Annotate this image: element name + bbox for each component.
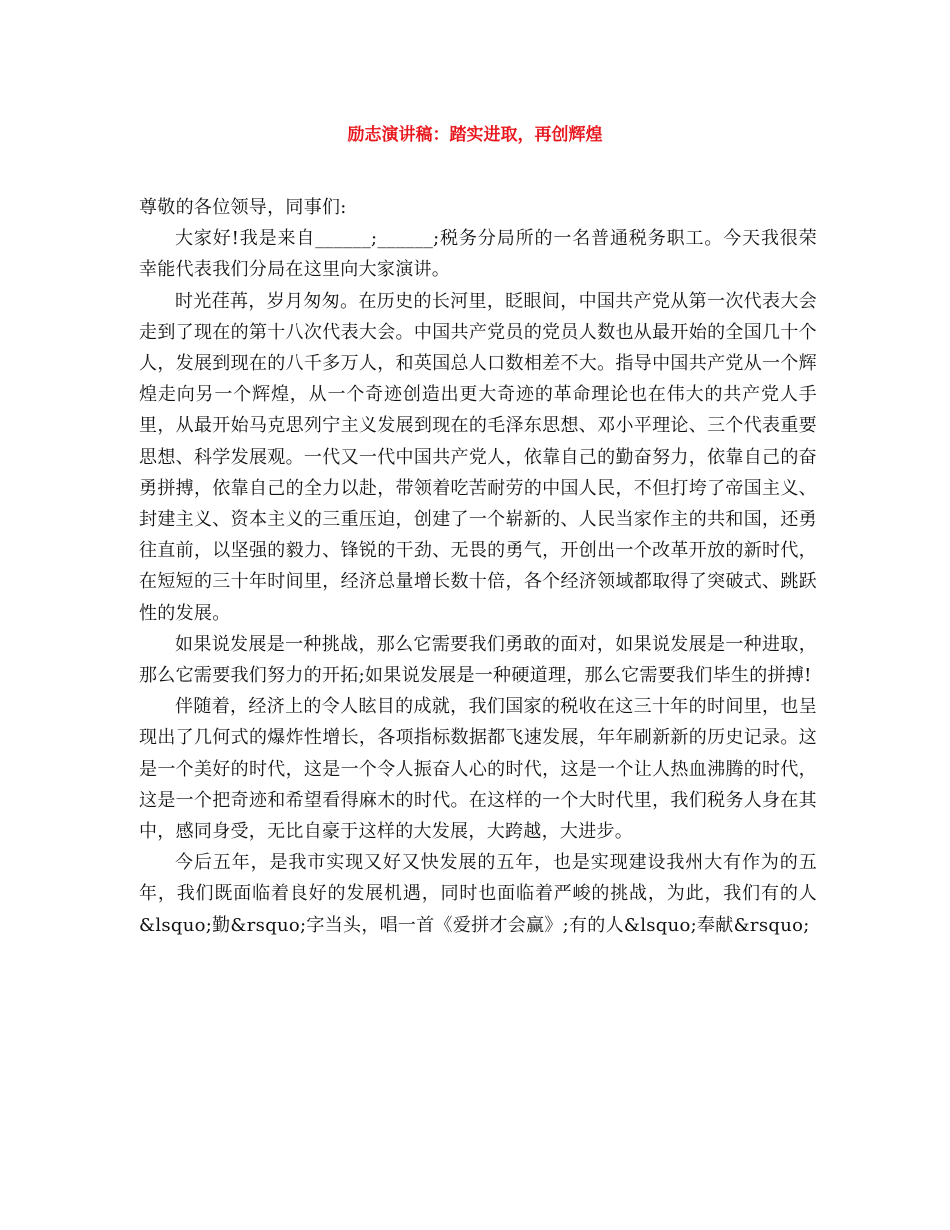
salutation: 尊敬的各位领导，同事们: — [139, 197, 347, 218]
document-body — [139, 192, 817, 941]
paragraph-greeting: 大家好!我是来自______;______;税务分局所的一名普通税务职工。今天我很荣幸能代表我们分局在这里向大家演讲。 — [139, 228, 817, 281]
paragraph-history: 时光荏苒，岁月匆匆。在历史的长河里，眨眼间，中国共产党从第一次代表大会走到了现在的第十八次代表大会。中国共产党员的党员人数也从最开始的全国几十个人，发展到现在的八千多万人，和英国总人口数相差不大。指导中国共产党从一个辉煌走向另一个辉煌，从一个奇迹创造出更大奇迹的革命理论也在伟大的共产党人手里，从最开始马克思列宁主义发展到现在的毛泽东思想、邓小平理论、三个代表重要思想、科学发展观。一代又一代中国共产党人，依靠自己的勤奋努力，依靠自己的奋勇拼搏，依靠自己的全力以赴，带领着吃苦耐劳的中国人民，不但打垮了帝国主义、封建主义、资本主义的三重压迫，创建了一个崭新的、人民当家作主的共和国，还勇往直前，以坚强的毅力、锋锐的干劲、无畏的勇气，开创出一个改革开放的新时代，在短短的三十年时间里，经济总量增长数十倍，各个经济领域都取得了突破式、跳跃性的发展。 — [139, 290, 817, 624]
paragraph-development: 如果说发展是一种挑战，那么它需要我们勇敢的面对，如果说发展是一种进取，那么它需要我们努力的开拓;如果说发展是一种硬道理，那么它需要我们毕生的拼搏! — [139, 633, 817, 687]
paragraph-tax-growth: 伴随着，经济上的令人眩目的成就，我们国家的税收在这三十年的时间里，也呈现出了几何式的爆炸性增长，各项指标数据都飞速发展，年年刷新新的历史记录。这是一个美好的时代，这是一个令人振奋人心的时代，这是一个让人热血沸腾的时代，这是一个把奇迹和希望看得麻木的时代。在这样的一个大时代里，我们税务人身在其中，感同身受，无比自豪于这样的大发展，大跨越，大进步。 — [139, 696, 817, 843]
paragraph-next-five-years: 今后五年，是我市实现又好又快发展的五年，也是实现建设我州大有作为的五年，我们既面临着良好的发展机遇，同时也面临着严峻的挑战，为此，我们有的人 &lsquo;勤&rsquo;字当头，唱一首《爱拼才会赢》;有的人&lsquo;奉献&rsquo; — [139, 852, 817, 936]
document-title: 励志演讲稿：踏实进取，再创辉煌 — [347, 125, 603, 145]
